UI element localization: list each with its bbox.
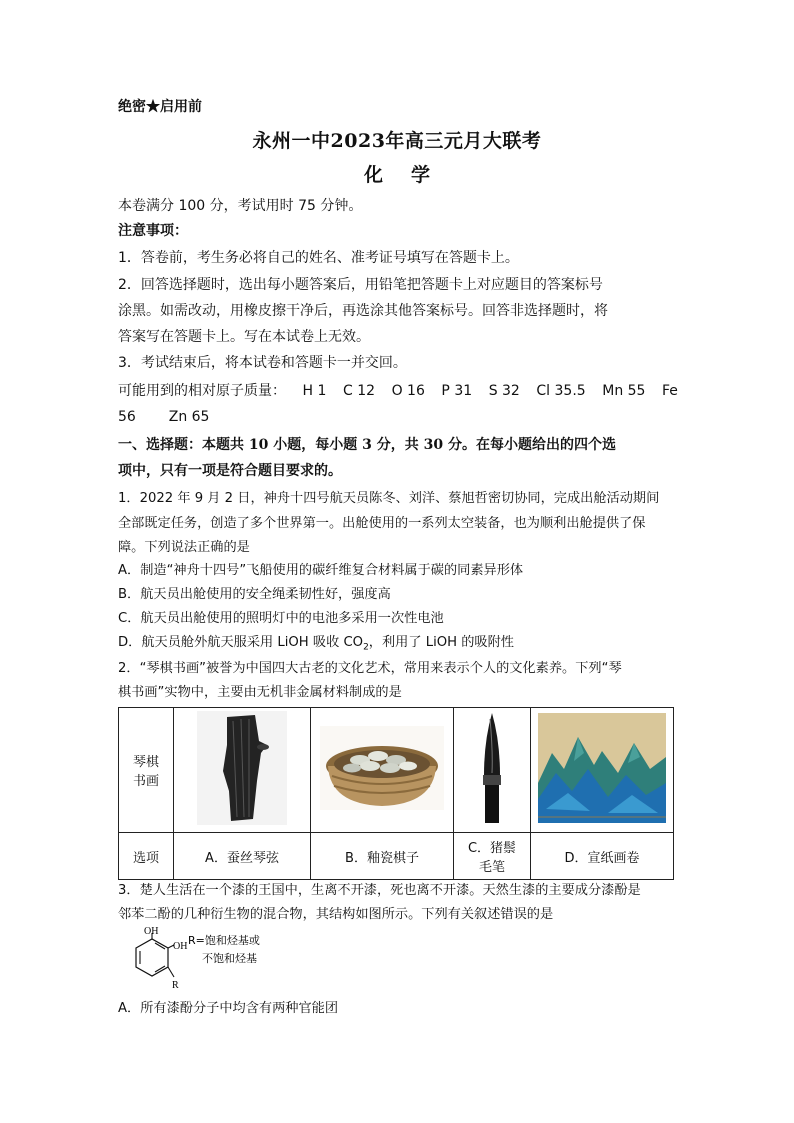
q1-option-d-text-end: ，利用了 LiOH 的吸附性 xyxy=(368,635,514,650)
landscape-painting-image xyxy=(538,713,666,823)
subject-char-1: 化 xyxy=(363,164,383,186)
q2-option-c-line-2: 毛笔 xyxy=(478,860,505,875)
q1-option-a: A．制造“神舟十四号”飞船使用的碳纤维复合材料属于碳的同素异形体 xyxy=(118,563,524,578)
subject-title xyxy=(0,160,794,187)
section-1-heading-line-2: 项中，只有一项是符合题目要求的。 xyxy=(118,463,342,479)
score-time-info: 本卷满分 100 分，考试用时 75 分钟。 xyxy=(118,198,363,214)
urushiol-structure-diagram xyxy=(118,926,318,994)
note-2-line-3: 答案写在答题卡上。写在本试卷上无效。 xyxy=(118,329,370,345)
q1-stem-line-3: 障。下列说法正确的是 xyxy=(118,540,250,555)
notes-title: 注意事项： xyxy=(118,223,188,239)
porcelain-go-pieces-image xyxy=(320,726,444,810)
table-row-head xyxy=(119,708,174,833)
struct-r-definition-line-2: 不饱和烃基 xyxy=(202,952,257,965)
subject-char-2: 学 xyxy=(411,164,431,186)
q2-option-b: B．釉瓷棋子 xyxy=(311,833,454,880)
atomic-mass: P 31 xyxy=(441,383,473,399)
note-1: 1．答卷前，考生务必将自己的姓名、准考证号填写在答题卡上。 xyxy=(118,250,519,266)
struct-r-definition-line-1: R=饱和烃基或 xyxy=(188,934,260,947)
q2-options-table xyxy=(118,707,674,880)
struct-r-group: R xyxy=(172,980,179,991)
q1-option-b: B．航天员出舱使用的安全绳柔韧性好，强度高 xyxy=(118,587,391,602)
atomic-mass: H 1 xyxy=(302,383,327,399)
struct-oh-top: OH xyxy=(144,926,159,937)
q3-stem-line-1: 3．楚人生活在一个漆的王国中，生离不开漆，死也离不开漆。天然生漆的主要成分漆酚是 xyxy=(118,883,641,898)
atomic-mass: Fe xyxy=(662,383,678,399)
exam-title: 永州一中2023年高三元月大联考 xyxy=(252,130,542,152)
atomic-mass: Cl 35.5 xyxy=(536,383,586,399)
silk-string-image-cell xyxy=(174,708,311,833)
atomic-mass: Zn 65 xyxy=(168,409,210,425)
q1-option-d xyxy=(118,634,678,657)
atomic-mass: C 12 xyxy=(342,383,376,399)
q1-option-d-subscript: 2 xyxy=(363,642,369,653)
note-3: 3．考试结束后，将本试卷和答题卡一并交回。 xyxy=(118,355,407,371)
table-row-head: 选项 xyxy=(119,833,174,880)
porcelain-pieces-image-cell xyxy=(311,708,454,833)
atomic-mass: S 32 xyxy=(488,383,520,399)
q2-option-a: A．蚕丝琴弦 xyxy=(174,833,311,880)
q2-option-c xyxy=(454,833,531,880)
q1-stem-line-2: 全部既定任务，创造了多个世界第一。出舱使用的一系列太空装备，也为顺利出舱提供了保 xyxy=(118,516,646,531)
top-secret-label: 绝密★启用前 xyxy=(118,99,202,115)
atomic-mass-line-1 xyxy=(118,382,678,400)
atomic-mass: O 16 xyxy=(391,383,425,399)
q2-option-c-line-1: C．猪鬃 xyxy=(467,841,517,856)
q2-stem-line-1: 2．“琴棋书画”被誉为中国四大古老的文化艺术，常用来表示个人的文化素养。下列“琴 xyxy=(118,661,622,676)
xuan-paper-scroll-image-cell xyxy=(531,708,674,833)
q1-option-c: C．航天员出舱使用的照明灯中的电池多采用一次性电池 xyxy=(118,611,444,626)
note-2-line-2: 涂黑。如需改动，用橡皮擦干净后，再选涂其他答案标号。回答非选择题时，将 xyxy=(118,303,608,319)
bristle-brush-image xyxy=(472,711,512,825)
row-head-text: 书画 xyxy=(132,774,159,789)
note-2-line-1: 2．回答选择题时，选出每小题答案后，用铅笔把答题卡上对应题目的答案标号 xyxy=(118,277,603,293)
bristle-brush-image-cell xyxy=(454,708,531,833)
q2-option-d: D．宣纸画卷 xyxy=(531,833,674,880)
atomic-mass-line-2 xyxy=(118,408,678,426)
struct-oh-right: OH xyxy=(173,941,188,952)
q2-stem-line-2: 棋书画”实物中，主要由无机非金属材料制成的是 xyxy=(118,685,402,700)
q3-option-a: A．所有漆酚分子中均含有两种官能团 xyxy=(118,1001,339,1016)
atomic-mass: 56 xyxy=(118,409,136,425)
q1-stem-line-1: 1．2022 年 9 月 2 日，神舟十四号航天员陈冬、刘洋、蔡旭哲密切协同，完成出舱活动期间 xyxy=(118,491,660,506)
q3-stem-line-2: 邻苯二酚的几种衍生物的混合物，其结构如图所示。下列有关叙述错误的是 xyxy=(118,907,554,922)
atomic-mass: Mn 55 xyxy=(602,383,646,399)
silk-string-guqin-image xyxy=(197,711,287,825)
q1-option-d-text: D．航天员舱外航天服采用 LiOH 吸收 CO xyxy=(118,635,364,650)
row-head-text: 琴棋 xyxy=(132,755,159,770)
section-1-heading-line-1: 一、选择题：本题共 10 小题，每小题 3 分，共 30 分。在每小题给出的四个选 xyxy=(118,437,616,453)
atomic-mass-prefix: 可能用到的相对原子质量： xyxy=(118,383,286,399)
